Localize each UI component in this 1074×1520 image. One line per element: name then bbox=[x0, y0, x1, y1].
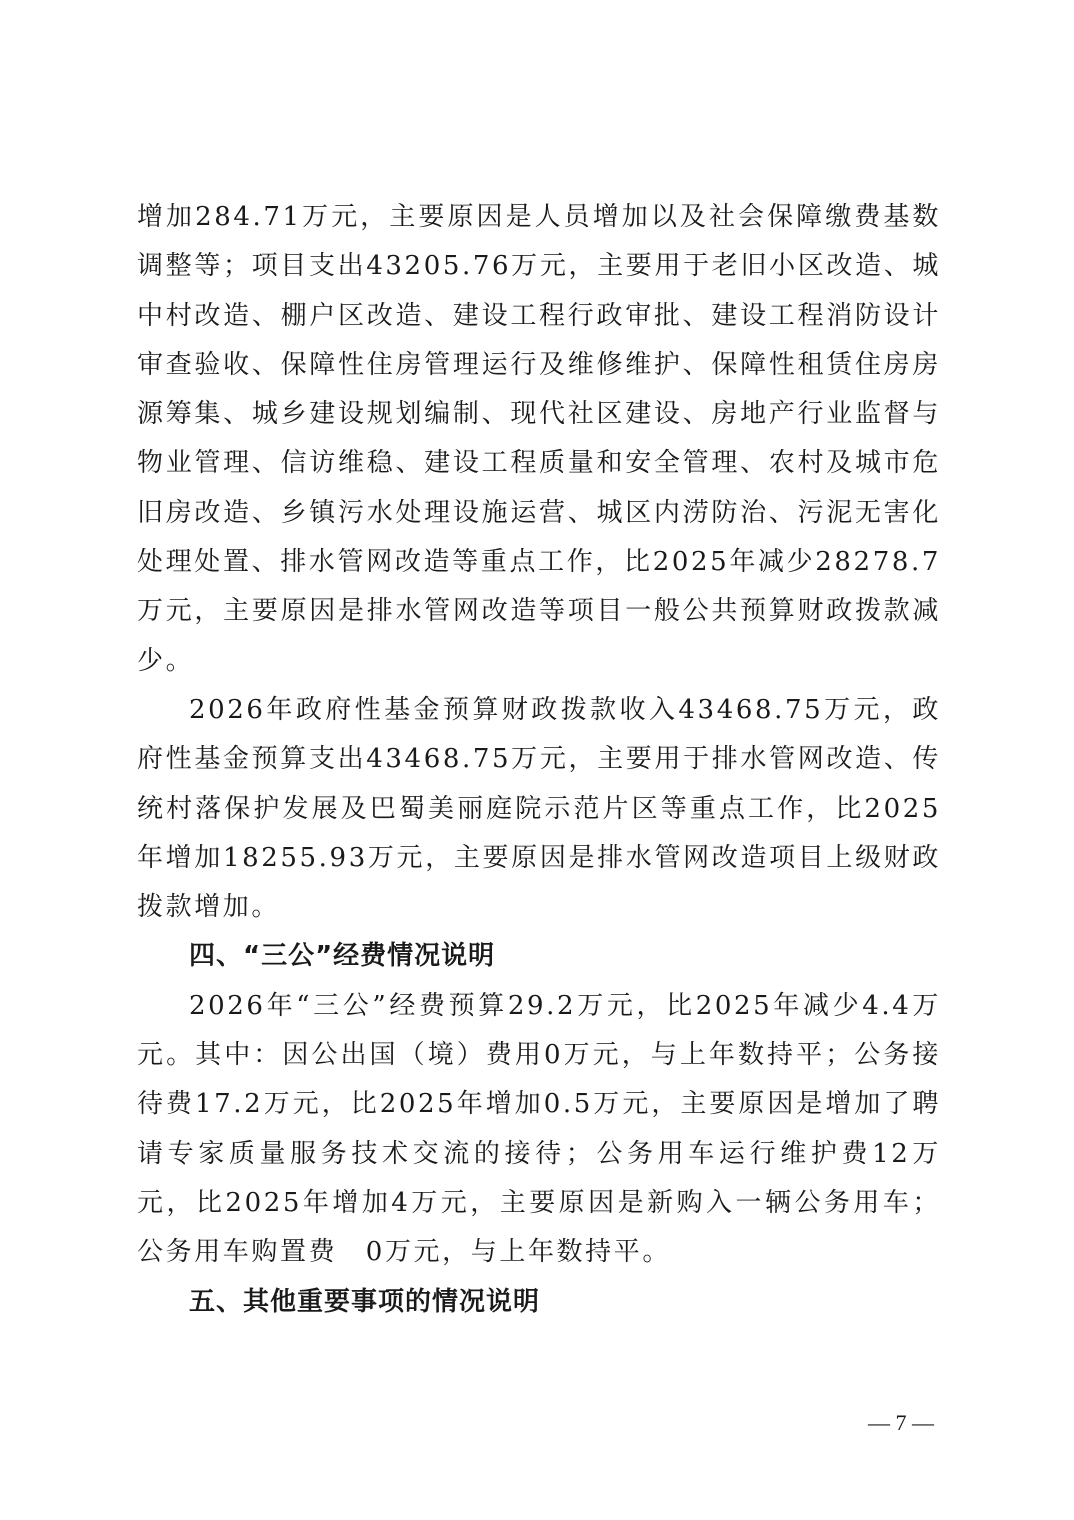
paragraph-three-public-expenses: 2026年“三公”经费预算29.2万元，比2025年减少4.4万元。其中：因公出国（境）费用0万元，与上年数持平；公务接待费17.2万元，比2025年增加0.5万元，主要原因是增加了聘请专家质量服务技术交流的接待；公务用车运行维护费12万元，比2025年增加4万元，主要原因是新购入一辆公务用车；公务用车购置费 0万元，与上年数持平。 bbox=[137, 990, 941, 1268]
paragraph-basic-and-project-expenditure: 增加284.71万元，主要原因是人员增加以及社会保障缴费基数调整等；项目支出43205.76万元，主要用于老旧小区改造、城中村改造、棚户区改造、建设工程行政审批、建设工程消防设计审查验收、保障性住房管理运行及维修维护、保障性租赁住房房源筹集、城乡建设规划编制、现代社区建设、房地产行业监督与物业管理、信访维稳、建设工程质量和安全管理、农村及城市危旧房改造、乡镇污水处理设施运营、城区内涝防治、污泥无害化处理处置、排水管网改造等重点工作，比2025年减少28278.7万元，主要原因是排水管网改造等项目一般公共预算财政拨款减少。 bbox=[137, 202, 941, 676]
section-heading-other-important-matters: 五、其他重要事项的情况说明 bbox=[189, 1286, 541, 1317]
section-heading-three-public-expenses: 四、“三公”经费情况说明 bbox=[189, 941, 496, 972]
page-number: — 7 — bbox=[868, 1410, 934, 1435]
paragraph-government-fund-budget: 2026年政府性基金预算财政拨款收入43468.75万元，政府性基金预算支出43468.75万元，主要用于排水管网改造、传统村落保护发展及巴蜀美丽庭院示范片区等重点工作，比2025年增加18255.93万元，主要原因是排水管网改造项目上级财政拨款增加。 bbox=[137, 694, 941, 923]
document-body bbox=[137, 193, 941, 1327]
